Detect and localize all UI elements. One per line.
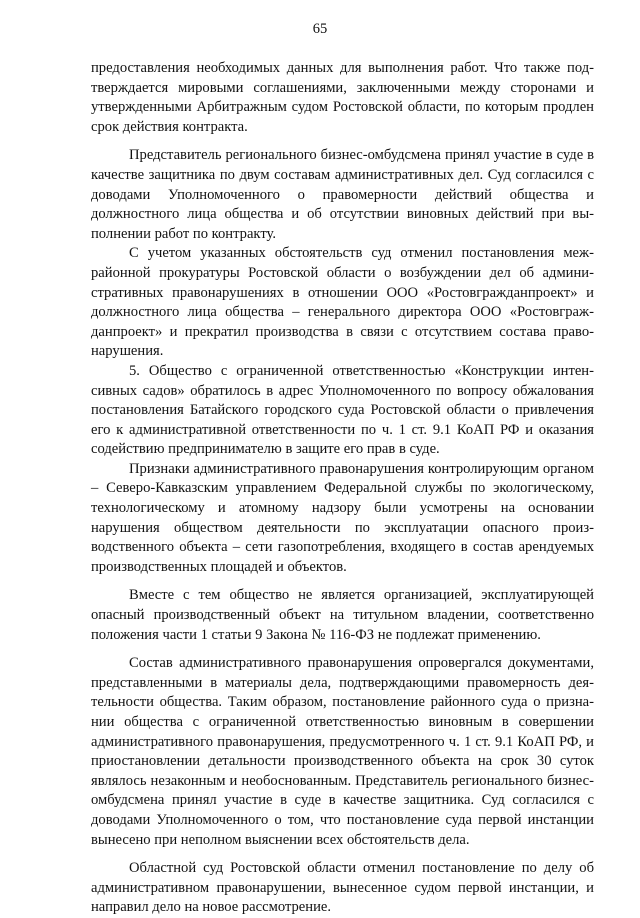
paragraph-violation-signs: Признаки административного правонарушения контролирующим органом – Северо-Кавказским управлением Федеральной службы по экологическому, технологическому и атомному надзору были усмотрены на основании нарушения обществом деятельности по эксплуатации опасного производственного объекта – сети газопотребления, входящего в состав арендуемых производственных площадей и объектов.: [91, 460, 594, 575]
paragraph-not-operator: Вместе с тем общество не является организацией, эксплуатирующей опасный производственный объект на титульном владении, соответственно положения части 1 статьи 9 Закона № 116-ФЗ не подлежат применению.: [91, 587, 594, 643]
document-body: [91, 59, 594, 918]
paragraph-regional-court-decision: Областной суд Ростовской области отменил постановление по делу об административном правонарушении, вынесенное судом первой инстанции, и направил дело на новое рассмотрение.: [91, 860, 594, 916]
paragraph-court-annulment: С учетом указанных обстоятельств суд отменил постановления межрайонной прокуратуры Ростовской области о возбуждении дел об административных правонарушениях в отношении ООО «Ростовгражданпроект» и должностного лица общества – генерального директора ООО «Ростовгражданпроект» и прекратил производства в связи с отсутствием состава правонарушения.: [91, 245, 594, 360]
paragraph-refuted-violation: Состав административного правонарушения опровергался документами, представленными в материалы дела, подтверждающими правомерность деятельности общества. Таким образом, постановление районного суда о признании общества с ограниченной ответственностью виновным в совершении административного правонарушения, предусмотренного ч. 1 ст. 9.1 КоАП РФ, и приостановлении детальности производственного объекта на срок 30 суток являлось незаконным и необоснованным. Представитель регионального бизнес-омбудсмена принял участие в суде в качестве защитника. Суд согласился с доводами Уполномоченного о том, что постановление суда первой инстанции вынесено при неполном выяснении всех обстоятельств дела.: [91, 655, 594, 848]
paragraph-contract-extension: предоставления необходимых данных для выполнения работ. Что также подтверждается мировыми соглашениями, заключенными между сторонами и утвержденными Арбитражным судом Ростовской области, по которым продлен срок действия контракта.: [91, 60, 594, 135]
page-number: 65: [312, 21, 328, 37]
paragraph-defender-participation: Представитель регионального бизнес-омбудсмена принял участие в суде в качестве защитника по двум составам административных дел. Суд согласился с доводами Уполномоченного о правомерности действий общества и должностного лица общества и об отсутствии виновных действий при выполнении работ по контракту.: [91, 147, 594, 242]
paragraph-case-5: 5. Общество с ограниченной ответственностью «Конструкции интенсивных садов» обратилось в адрес Уполномоченного по вопросу обжалования постановления Батайского городского суда Ростовской области о привлечения его к административной ответственности по ч. 1 ст. 9.1 КоАП РФ и оказания содействию предпринимателю в защите его прав в суде.: [91, 362, 594, 458]
